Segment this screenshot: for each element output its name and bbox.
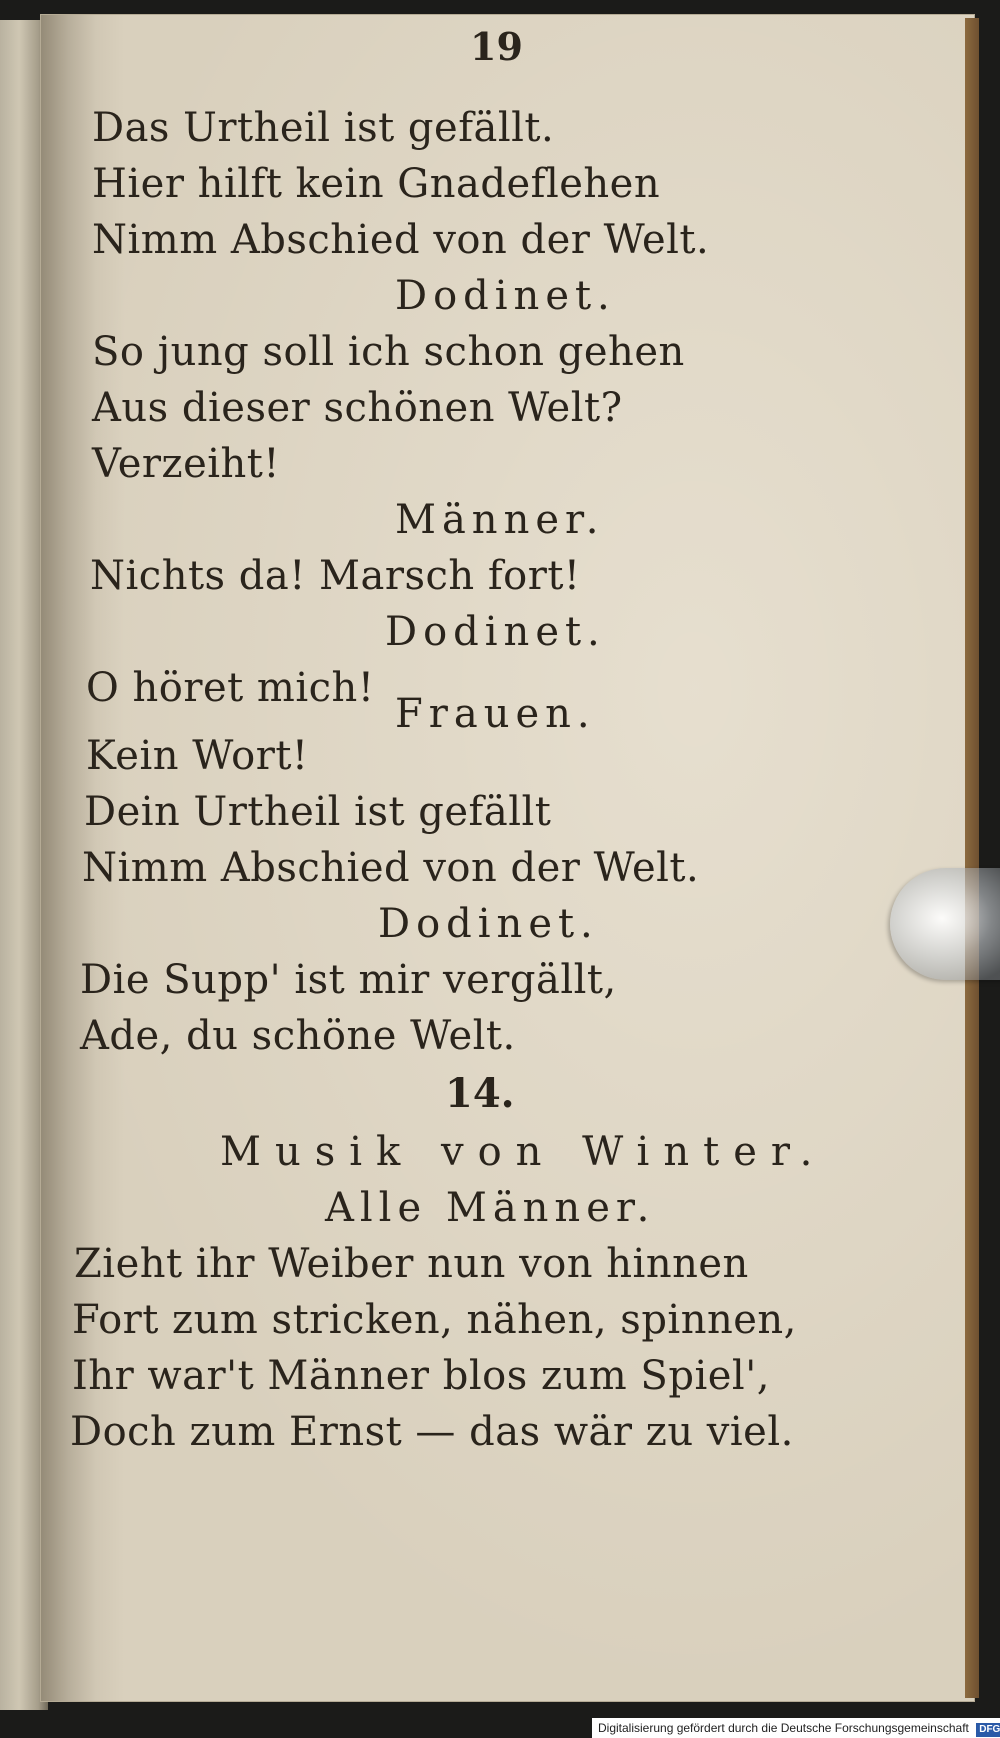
verse-line: Dein Urtheil ist gefällt xyxy=(84,789,552,835)
verse-line: Ade, du schöne Welt. xyxy=(80,1013,516,1059)
verse-line: Doch zum Ernst — das wär zu viel. xyxy=(70,1409,794,1455)
verse-line: Kein Wort! xyxy=(86,733,309,779)
credit-text: Digitalisierung gefördert durch die Deutsche Forschungsgemeinschaft xyxy=(598,1721,969,1735)
speaker-heading: Frauen. xyxy=(395,691,596,737)
speaker-heading: Dodinet. xyxy=(378,901,599,947)
page-fore-edge xyxy=(965,18,979,1698)
verse-line: Aus dieser schönen Welt? xyxy=(92,385,623,431)
speaker-heading: Männer. xyxy=(395,497,605,543)
book-page xyxy=(40,14,975,1702)
verse-line: Das Urtheil ist gefällt. xyxy=(92,105,555,151)
verse-line: O höret mich! xyxy=(86,665,375,711)
verse-line: Hier hilft kein Gnadeflehen xyxy=(92,161,661,207)
page-number: 19 xyxy=(470,24,523,69)
verse-line: Verzeiht! xyxy=(92,441,280,487)
verse-line: Nimm Abschied von der Welt. xyxy=(82,845,700,891)
verse-line: Nichts da! Marsch fort! xyxy=(90,553,581,599)
section-number: 14. xyxy=(445,1070,515,1117)
speaker-heading: Dodinet. xyxy=(385,609,606,655)
dfg-logo: DFG xyxy=(976,1723,1000,1737)
page-text xyxy=(40,14,975,1702)
digitization-credit xyxy=(592,1718,1000,1738)
verse-line: Die Supp' ist mir vergällt, xyxy=(80,957,617,1003)
speaker-heading: Alle Männer. xyxy=(325,1185,656,1231)
verse-line: Zieht ihr Weiber nun von hinnen xyxy=(74,1241,749,1287)
verse-line: Ihr war't Männer blos zum Spiel', xyxy=(72,1353,770,1399)
glass-page-weight xyxy=(890,868,1000,980)
verse-line: So jung soll ich schon gehen xyxy=(92,329,685,375)
verse-line: Nimm Abschied von der Welt. xyxy=(92,217,710,263)
speaker-heading: Dodinet. xyxy=(395,273,616,319)
verse-line: Fort zum stricken, nähen, spinnen, xyxy=(72,1297,797,1343)
composer-line: Musik von Winter. xyxy=(220,1129,827,1175)
